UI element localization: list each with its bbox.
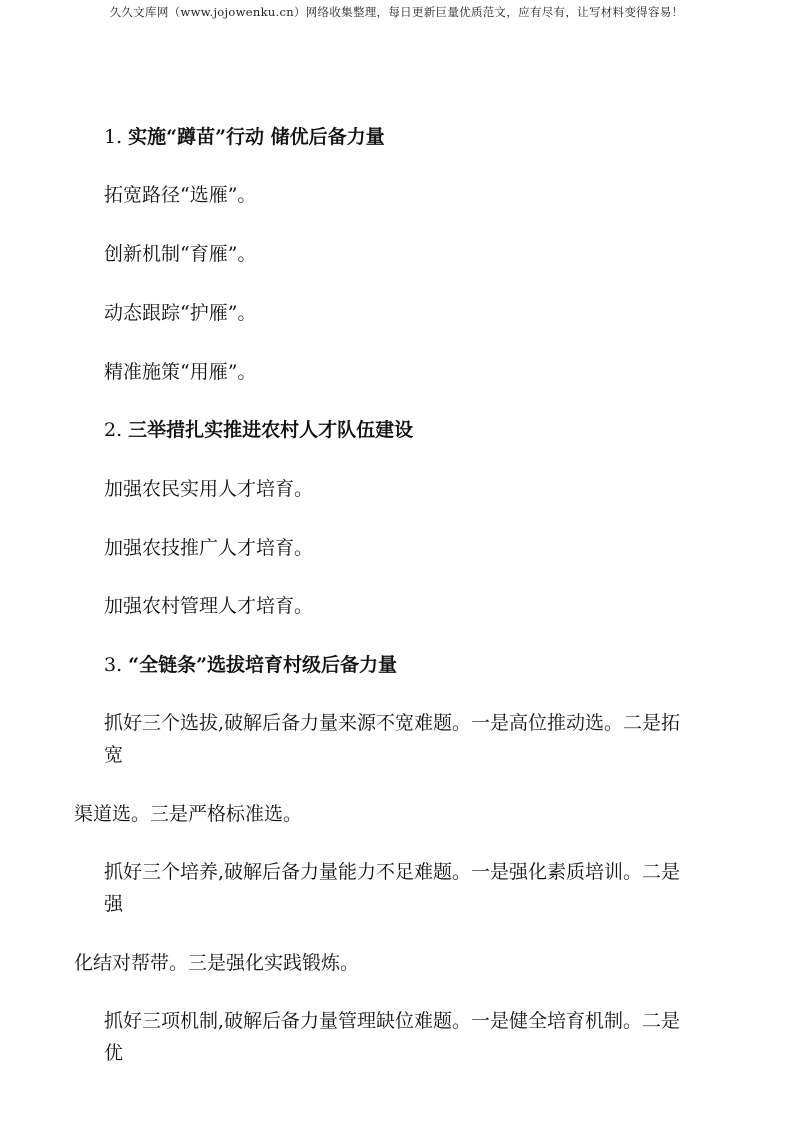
section-3-paragraph-1-line-2: 宽 <box>104 744 124 766</box>
section-1-item-3: 动态跟踪“护雁”。 <box>104 302 257 324</box>
section-1-number: 1. <box>104 126 123 148</box>
section-3-paragraph-1-line-1: 抓好三个选拔,破解后备力量来源不宽难题。一是高位推动选。二是拓 <box>104 712 681 734</box>
section-1-item-1: 拓宽路径“选雁”。 <box>104 184 257 206</box>
section-3-heading <box>104 650 397 680</box>
page-header: 久久文库网（www.jojowenku.cn）网络收集整理，每日更新巨量优质范文，应有尽有，让写材料变得容易！ <box>109 5 684 19</box>
section-1-item-4: 精准施策“用雁”。 <box>104 361 257 383</box>
section-3-paragraph-2-continuation: 化结对帮带。三是强化实践锻炼。 <box>74 952 360 974</box>
section-3-paragraph-3-line-1: 抓好三项机制,破解后备力量管理缺位难题。一是健全培育机制。二是 <box>104 1010 681 1032</box>
section-2-number: 2. <box>104 419 123 441</box>
section-3-paragraph-2-line-2: 强 <box>104 893 124 915</box>
section-3-paragraph-1-continuation: 渠道选。三是严格标准选。 <box>74 803 303 825</box>
section-2-item-1: 加强农民实用人才培育。 <box>104 478 314 500</box>
section-2-heading <box>104 415 413 445</box>
section-3-title: “全链条”选拔培育村级后备力量 <box>128 654 397 676</box>
section-2-item-2: 加强农技推广人才培育。 <box>104 537 314 559</box>
section-3-paragraph-3-line-2: 优 <box>104 1042 124 1064</box>
section-3-number: 3. <box>104 654 123 676</box>
section-1-title: 实施“蹲苗”行动 储优后备力量 <box>128 126 385 148</box>
section-2-item-3: 加强农村管理人才培育。 <box>104 595 314 617</box>
section-1-heading <box>104 122 385 152</box>
section-1-item-2: 创新机制“育雁”。 <box>104 243 257 265</box>
section-2-title: 三举措扎实推进农村人才队伍建设 <box>128 419 414 441</box>
section-3-paragraph-2-line-1: 抓好三个培养,破解后备力量能力不足难题。一是强化素质培训。二是 <box>104 861 681 883</box>
